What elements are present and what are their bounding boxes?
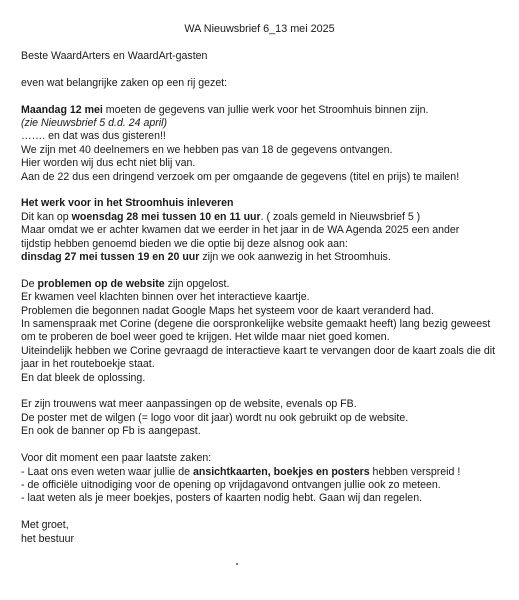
deadline-request: Aan de 22 dus een dringend verzoek om per omgaande de gegevens (titel en prijs) te mailen! [21,170,460,183]
deadline-participants: We zijn met 40 deelnemers en we hebben pas van 18 de gegevens ontvangen. [21,143,393,156]
newsletter-body [21,50,511,546]
website-line-8: En dat bleek de oplossing. [21,371,146,384]
section-final-items [21,452,511,506]
final-item-1: - Laat ons even weten waar jullie de ansichtkaarten, boekjes en posters hebben verspreid ! [21,465,461,478]
final-item-3: - laat weten als je meer boekjes, posters of kaarten nodig hebt. Gaan wij dan regelen. [21,492,423,505]
adjustments-line-2: De poster met de wilgen (= logo voor dit jaar) wordt nu ook gebruikt op de website. [21,411,409,424]
delivery-line-3: tijdstip hebben genoemd bieden we die optie bij deze alsnog ook aan: [21,237,348,250]
final-items-intro: Voor dit moment een paar laatste zaken: [21,452,212,465]
delivery-line-4: dinsdag 27 mei tussen 19 en 20 uur zijn we ook aanwezig in het Stroomhuis. [21,251,391,264]
deadline-reference: (zie Nieuwsbrief 5 d.d. 24 april) [21,117,168,129]
section-website [21,278,511,385]
adjustments-line-3: En ook de banner op Fb is aangepast. [21,425,201,438]
website-line-5: om te proberen de boel weer goed te krijgen. Het wilde maar niet goed komen. [21,331,390,344]
scan-speck [236,563,238,565]
website-line-1: De problemen op de website zijn opgelost. [21,277,230,290]
section-delivery [21,197,511,264]
delivery-heading: Het werk voor in het Stroomhuis inleveren [21,197,234,210]
greeting: Beste WaardArters en WaardArt-gasten [21,50,208,62]
newsletter-title: WA Nieuwsbrief 6_13 mei 2025 [184,23,335,35]
deadline-line: Maandag 12 mei moeten de gegevens van jullie werk voor het Stroomhuis binnen zijn. [21,103,429,116]
website-line-7: jaar in het routeboekje staat. [21,358,155,371]
section-deadline [21,104,511,184]
final-item-2: - de officiële uitnodiging voor de opening op vrijdagavond ontvangen jullie ook zo meteen. [21,478,441,491]
deadline-yesterday: ……. en dat was dus gisteren!! [21,130,166,143]
website-line-2: Er kwamen veel klachten binnen over het interactieve kaartje. [21,291,310,304]
website-line-3: Problemen die begonnen nadat Google Maps het systeem voor de kaart veranderd had. [21,304,434,317]
website-line-6: Uiteindelijk hebben we Corine gevraagd de interactieve kaart te vervangen door de kaart zoals die dit [21,344,496,357]
deadline-unhappy: Hier worden wij dus echt niet blij van. [21,157,196,170]
closing [21,519,511,546]
delivery-line-2: Maar omdat we er achter kwamen dat we eerder in het jaar in de WA Agenda 2025 een ander [21,224,460,237]
intro: even wat belangrijke zaken op een rij gezet: [21,76,228,89]
delivery-line-1: Dit kan op woensdag 28 mei tussen 10 en 11 uur. ( zoals gemeld in Nieuwsbrief 5 ) [21,210,421,223]
closing-signature: het bestuur [21,532,75,545]
section-adjustments [21,398,511,438]
website-line-4: In samenspraak met Corine (degene die oorspronkelijke website gemaakt heeft) lang bezig geweest [21,318,491,331]
adjustments-line-1: Er zijn trouwens wat meer aanpassingen op de website, evenals op FB. [21,398,357,411]
closing-greeting: Met groet, [21,519,69,532]
